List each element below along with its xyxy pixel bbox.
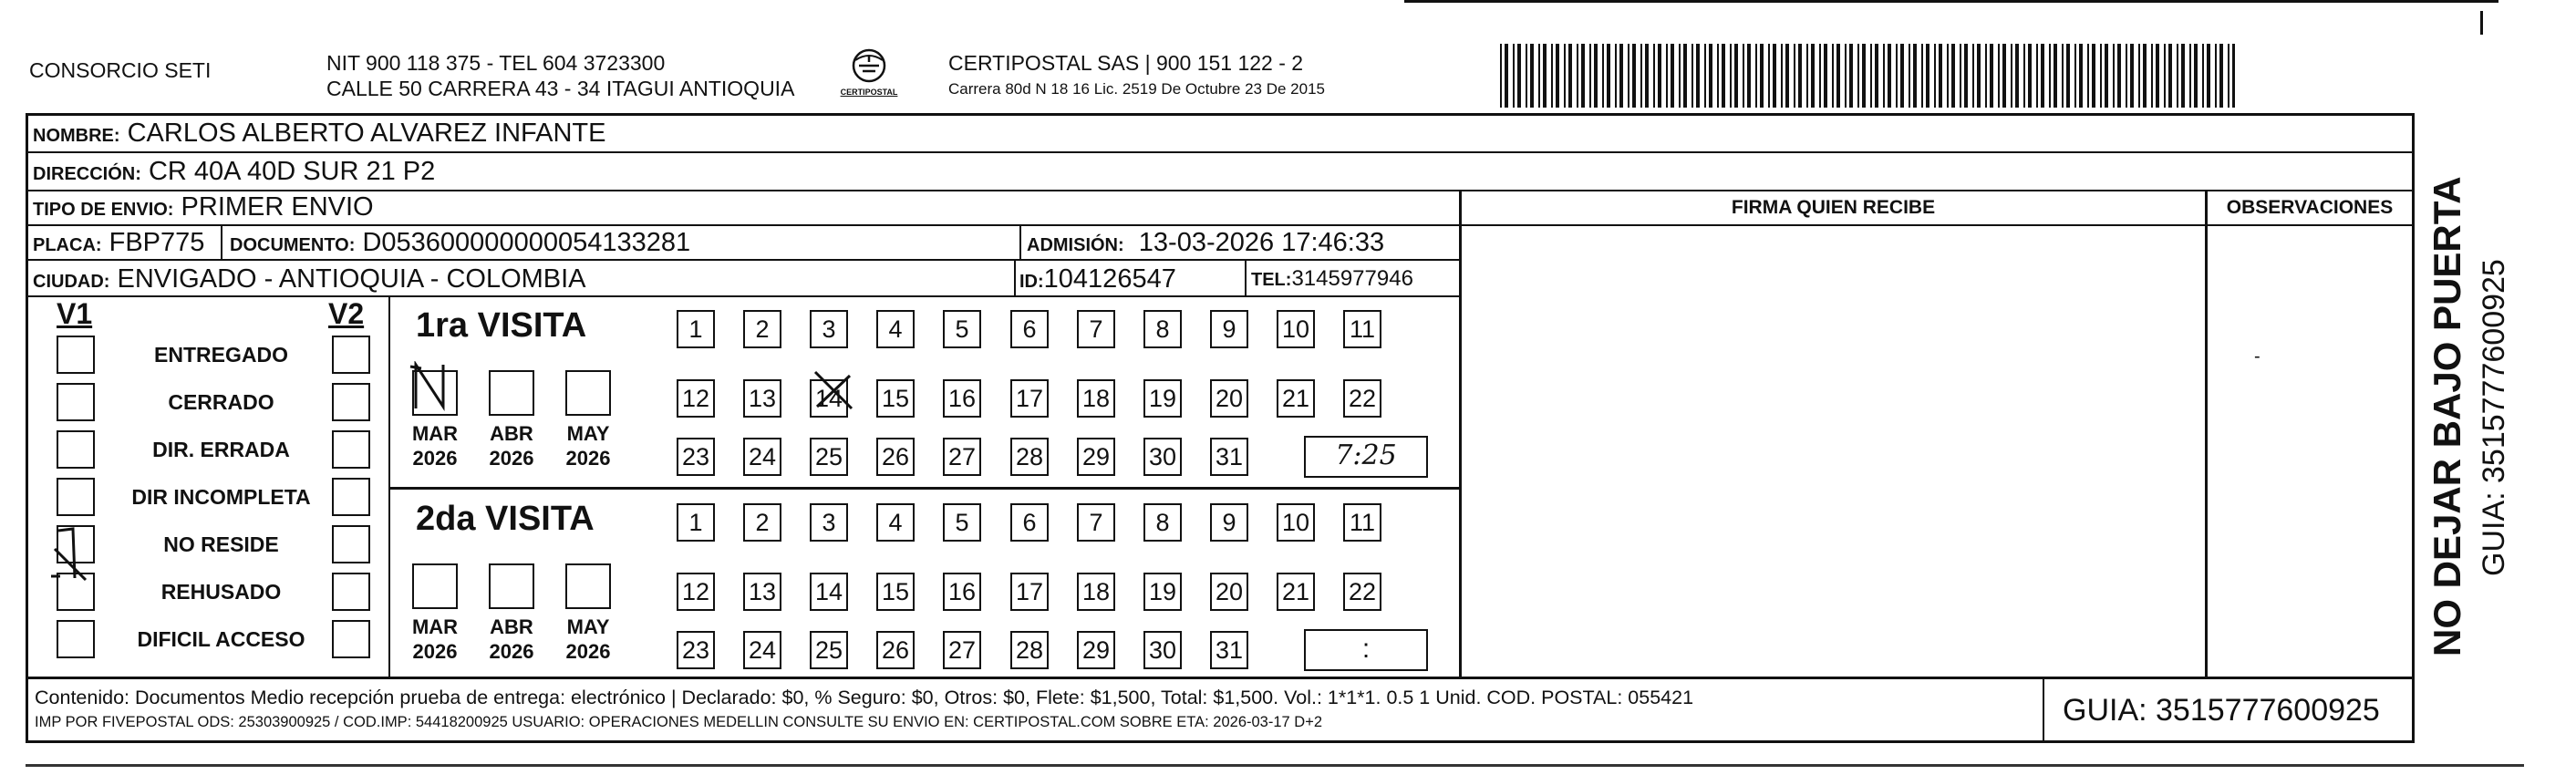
admision-field: [1027, 230, 1384, 256]
day-box[interactable]: 11: [1343, 310, 1381, 348]
status-v1-checkbox[interactable]: [57, 383, 95, 421]
edge-mark: [2480, 11, 2483, 35]
status-label: CERRADO: [168, 390, 274, 414]
month-year: 2026: [412, 640, 458, 663]
day-box[interactable]: 22: [1343, 379, 1381, 418]
day-box[interactable]: 21: [1277, 573, 1315, 611]
admision-value: 13-03-2026 17:46:33: [1138, 228, 1385, 257]
status-label: DIR. ERRADA: [152, 438, 290, 461]
day-box[interactable]: 24: [743, 438, 781, 476]
day-box[interactable]: 2: [743, 503, 781, 542]
visit-title: 1ra VISITA: [416, 306, 587, 345]
month-year: 2026: [489, 640, 534, 663]
day-box[interactable]: 5: [943, 503, 981, 542]
status-label: REHUSADO: [160, 580, 282, 604]
day-box[interactable]: 25: [810, 631, 848, 669]
day-box[interactable]: 28: [1010, 438, 1049, 476]
footer-line: [26, 677, 2415, 679]
day-box[interactable]: 26: [876, 438, 915, 476]
placa-label: PLACA:: [33, 235, 102, 255]
direccion-value: CR 40A 40D SUR 21 P2: [148, 157, 436, 186]
day-box[interactable]: 5: [943, 310, 981, 348]
month-name: MAR: [411, 422, 459, 445]
tel-label: TEL:: [1251, 270, 1292, 290]
nombre-field: [33, 120, 605, 147]
day-box[interactable]: 7: [1077, 310, 1115, 348]
visit-time[interactable]: :: [1304, 629, 1428, 671]
day-box[interactable]: 2: [743, 310, 781, 348]
direccion-label: DIRECCIÓN:: [33, 164, 141, 184]
month-year: 2026: [489, 447, 534, 470]
month-checkbox[interactable]: [565, 563, 611, 609]
day-box[interactable]: 13: [743, 379, 781, 418]
day-box[interactable]: 30: [1143, 438, 1182, 476]
footer-contenido: Contenido: Documentos Medio recepción prueba de entrega: electrónico | Declarado: $0, % Seguro: $0, Otros: $0, Flete: $1,500, Total: $1,500. Vol.: 1*1*1. 0.5 1 Unid. COD. POSTAL: 055421: [35, 687, 1694, 708]
logo-text: CERTIPOSTAL: [840, 88, 898, 97]
day-box[interactable]: 14: [810, 379, 848, 418]
side-warning: NO DEJAR BAJO PUERTA: [2426, 176, 2468, 656]
barcode: [1500, 44, 2239, 108]
visit-divider: [388, 487, 1461, 490]
day-box[interactable]: 19: [1143, 573, 1182, 611]
col-tel: [1245, 261, 1247, 295]
nit-line: NIT 900 118 375 - TEL 604 3723300: [326, 51, 666, 75]
nombre-label: NOMBRE:: [33, 126, 120, 146]
day-box[interactable]: 4: [876, 503, 915, 542]
day-box[interactable]: 9: [1210, 503, 1248, 542]
month-name: ABR: [490, 422, 533, 445]
visit-title: 2da VISITA: [416, 500, 595, 538]
tipo-field: [33, 194, 374, 221]
tel-value: 3145977946: [1291, 266, 1413, 291]
row-line-5: [26, 295, 1461, 297]
day-box[interactable]: 17: [1010, 573, 1049, 611]
day-box[interactable]: 6: [1010, 503, 1049, 542]
v1-label: V1: [57, 297, 93, 330]
day-box[interactable]: 22: [1343, 573, 1381, 611]
day-box[interactable]: 14: [810, 573, 848, 611]
footer-guia: GUIA: 3515777600925: [2063, 693, 2380, 728]
row-line-1: [26, 151, 2415, 153]
col-firma-left: [1459, 190, 1462, 678]
month-checkbox[interactable]: [489, 370, 534, 416]
certipostal-logo: [837, 46, 901, 104]
documento-value: D053600000000054133281: [362, 228, 691, 257]
day-box[interactable]: 4: [876, 310, 915, 348]
nombre-value: CARLOS ALBERTO ALVAREZ INFANTE: [127, 119, 606, 148]
side-guia: GUIA: 3515777600925: [2477, 259, 2511, 576]
status-v2-checkbox[interactable]: [332, 620, 370, 658]
placa-value: FBP775: [109, 228, 205, 257]
day-box[interactable]: 8: [1143, 310, 1182, 348]
month-label: [475, 615, 548, 664]
col-id: [1014, 261, 1016, 295]
placa-field: [33, 230, 204, 256]
direccion-field: [33, 159, 435, 185]
tipo-label: TIPO DE ENVIO:: [33, 200, 174, 220]
row-line-3: [26, 224, 2415, 226]
day-box[interactable]: 11: [1343, 503, 1381, 542]
col-guia-footer: [2043, 678, 2044, 742]
day-box[interactable]: 3: [810, 503, 848, 542]
visit-time[interactable]: 7:25: [1304, 436, 1428, 478]
day-box[interactable]: 7: [1077, 503, 1115, 542]
month-label: [398, 421, 471, 470]
status-label: ENTREGADO: [154, 343, 288, 367]
frame-top: [26, 113, 2415, 116]
day-box[interactable]: 21: [1277, 379, 1315, 418]
ciudad-field: [33, 266, 586, 293]
status-v2-checkbox[interactable]: [332, 525, 370, 563]
month-name: MAY: [566, 615, 610, 638]
status-label: NO RESIDE: [163, 532, 279, 556]
day-box[interactable]: 13: [743, 573, 781, 611]
carrier-line: CERTIPOSTAL SAS | 900 151 122 - 2: [948, 51, 1304, 75]
day-box[interactable]: 9: [1210, 310, 1248, 348]
no-reside-check-mark: [49, 523, 108, 593]
day-box[interactable]: 27: [943, 631, 981, 669]
status-v1-checkbox[interactable]: [57, 336, 95, 374]
day-box[interactable]: 20: [1210, 573, 1248, 611]
col-obs-left: [2205, 190, 2208, 678]
day-box[interactable]: 12: [677, 379, 715, 418]
documento-label: DOCUMENTO:: [230, 235, 356, 255]
ciudad-label: CIUDAD:: [33, 272, 110, 292]
day-box[interactable]: 16: [943, 379, 981, 418]
day-box[interactable]: 23: [677, 631, 715, 669]
day-box[interactable]: 20: [1210, 379, 1248, 418]
day-box[interactable]: 3: [810, 310, 848, 348]
day-box[interactable]: 15: [876, 573, 915, 611]
day-box[interactable]: 1: [677, 503, 715, 542]
id-field: [1019, 266, 1176, 293]
admision-label: ADMISIÓN:: [1027, 235, 1124, 255]
day-box[interactable]: 18: [1077, 573, 1115, 611]
row-line-2: [26, 190, 2415, 191]
carrier-license: Carrera 80d N 18 16 Lic. 2519 De Octubre 23 De 2015: [948, 80, 1325, 98]
month-label: [398, 615, 471, 664]
status-v2-checkbox[interactable]: [332, 478, 370, 516]
month-year: 2026: [565, 447, 611, 470]
col-placa: [221, 226, 222, 261]
month-checkbox[interactable]: [412, 563, 458, 609]
day-box[interactable]: 24: [743, 631, 781, 669]
day-box[interactable]: 27: [943, 438, 981, 476]
month-year: 2026: [412, 447, 458, 470]
id-value: 104126547: [1043, 264, 1176, 294]
month-name: MAR: [411, 615, 459, 638]
day-14-check-mark: [810, 367, 861, 414]
day-box[interactable]: 18: [1077, 379, 1115, 418]
day-box[interactable]: 17: [1010, 379, 1049, 418]
day-box[interactable]: 25: [810, 438, 848, 476]
footer-imp: IMP POR FIVEPOSTAL ODS: 25303900925 / COD.IMP: 54418200925 USUARIO: OPERACIONES MEDELLIN CONSULTE SU ENVIO EN: CERTIPOSTAL.COM SOBRE ETA: 2026-03-17 D+2: [35, 714, 1323, 730]
month-name: MAY: [566, 422, 610, 445]
day-box[interactable]: 30: [1143, 631, 1182, 669]
month-label: [475, 421, 548, 470]
month-label: [552, 615, 625, 664]
id-label: ID:: [1019, 272, 1044, 292]
status-v2-checkbox[interactable]: [332, 336, 370, 374]
status-v1-checkbox[interactable]: [57, 478, 95, 516]
status-v2-checkbox[interactable]: [332, 573, 370, 611]
frame-bottom: [26, 740, 2415, 743]
day-box[interactable]: 29: [1077, 631, 1115, 669]
day-box[interactable]: 23: [677, 438, 715, 476]
day-box[interactable]: 8: [1143, 503, 1182, 542]
status-v1-checkbox[interactable]: [57, 430, 95, 469]
frame-left: [26, 113, 28, 742]
documento-field: [230, 230, 690, 256]
status-label: DIFICIL ACCESO: [137, 627, 305, 651]
v2-label: V2: [328, 297, 365, 330]
mar-check-mark: [407, 361, 458, 414]
day-box[interactable]: 10: [1277, 503, 1315, 542]
day-box[interactable]: 10: [1277, 310, 1315, 348]
day-box[interactable]: 26: [876, 631, 915, 669]
company-name: CONSORCIO SETI: [29, 58, 212, 82]
day-box[interactable]: 31: [1210, 438, 1248, 476]
day-box[interactable]: 19: [1143, 379, 1182, 418]
day-box[interactable]: 29: [1077, 438, 1115, 476]
month-checkbox[interactable]: [489, 563, 534, 609]
status-v2-checkbox[interactable]: [332, 383, 370, 421]
ciudad-value: ENVIGADO - ANTIOQUIA - COLOMBIA: [117, 264, 586, 294]
observaciones-mark: -: [2254, 346, 2260, 367]
day-box[interactable]: 16: [943, 573, 981, 611]
status-v1-checkbox[interactable]: [57, 620, 95, 658]
firma-header: FIRMA QUIEN RECIBE: [1731, 197, 1936, 218]
address-line: CALLE 50 CARRERA 43 - 34 ITAGUI ANTIOQUIA: [326, 77, 795, 100]
day-box[interactable]: 15: [876, 379, 915, 418]
month-label: [552, 421, 625, 470]
day-box[interactable]: 28: [1010, 631, 1049, 669]
day-box[interactable]: 31: [1210, 631, 1248, 669]
month-checkbox[interactable]: [565, 370, 611, 416]
month-year: 2026: [565, 640, 611, 663]
top-edge-line: [1404, 0, 2498, 3]
day-box[interactable]: 12: [677, 573, 715, 611]
day-box[interactable]: 1: [677, 310, 715, 348]
observaciones-header: OBSERVACIONES: [2226, 197, 2394, 218]
col-admision: [1019, 226, 1021, 261]
status-label: DIR INCOMPLETA: [131, 485, 311, 509]
status-v2-checkbox[interactable]: [332, 430, 370, 469]
day-box[interactable]: 6: [1010, 310, 1049, 348]
tel-field: [1251, 268, 1413, 290]
bottom-edge-line: [26, 764, 2524, 767]
frame-right: [2412, 113, 2415, 742]
month-name: ABR: [490, 615, 533, 638]
tipo-value: PRIMER ENVIO: [181, 192, 374, 222]
